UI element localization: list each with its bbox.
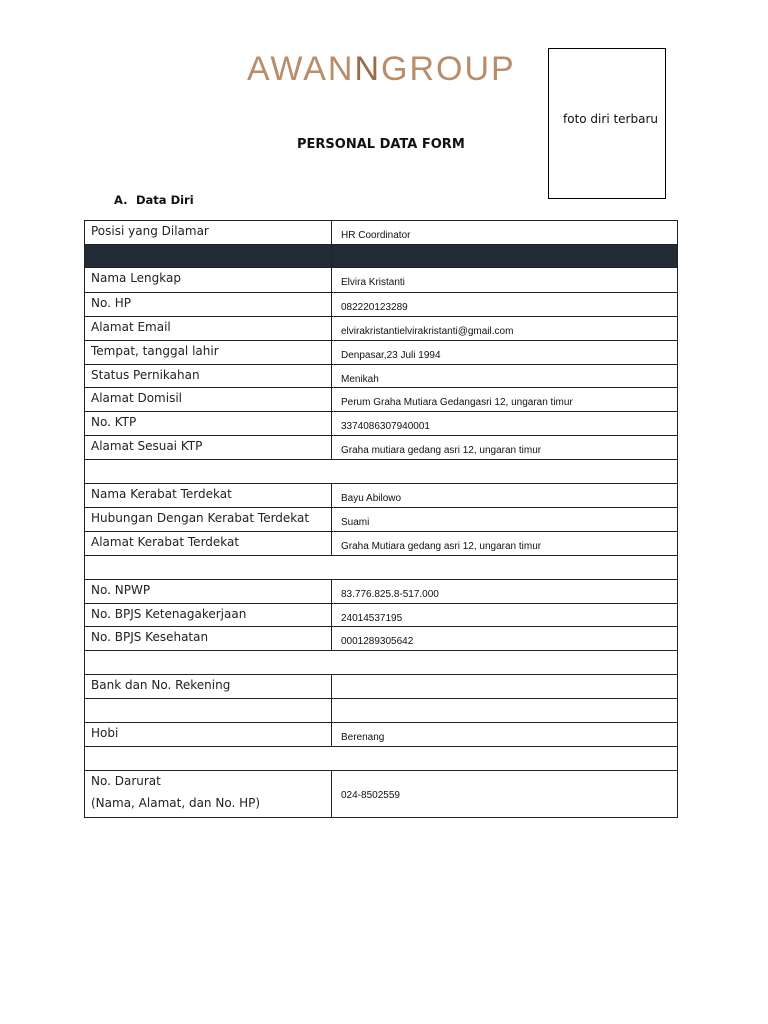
field-value-relative-address[interactable]: Graha Mutiara gedang asri 12, ungaran timur [332, 532, 678, 556]
field-value-domicile[interactable]: Perum Graha Mutiara Gedangasri 12, ungaran timur [332, 388, 678, 412]
field-label: Nama Lengkap [85, 268, 332, 293]
field-value-npwp[interactable]: 83.776.825.8-517.000 [332, 580, 678, 604]
empty-cell [85, 245, 332, 268]
table-row [85, 293, 678, 317]
field-label: Hobi [85, 723, 332, 747]
field-label: No. Darurat [91, 774, 161, 788]
field-label: Alamat Kerabat Terdekat [85, 532, 332, 556]
personal-data-table [84, 220, 678, 818]
field-value-marital-status[interactable]: Menikah [332, 365, 678, 388]
empty-cell [85, 556, 678, 580]
table-row-blank [85, 699, 678, 723]
table-row [85, 627, 678, 651]
field-value-ktp-address[interactable]: Graha mutiara gedang asri 12, ungaran timur [332, 436, 678, 460]
table-row [85, 341, 678, 365]
field-label: Tempat, tanggal lahir [85, 341, 332, 365]
table-row [85, 723, 678, 747]
field-value-ktp[interactable]: 3374086307940001 [332, 412, 678, 436]
table-row [85, 317, 678, 341]
field-label: Alamat Domisil [85, 388, 332, 412]
field-label: Posisi yang Dilamar [85, 221, 332, 245]
empty-cell [85, 699, 332, 723]
field-value-relative-name[interactable]: Bayu Abilowo [332, 484, 678, 508]
field-value-relationship[interactable]: Suami [332, 508, 678, 532]
field-label: No. NPWP [85, 580, 332, 604]
field-value-bank-account[interactable] [332, 675, 678, 699]
company-logo [247, 50, 516, 89]
field-value-birth[interactable]: Denpasar,23 Juli 1994 [332, 341, 678, 365]
table-row [85, 436, 678, 460]
table-row [85, 365, 678, 388]
table-row [85, 771, 678, 818]
photo-placeholder-label: foto diri terbaru [563, 112, 658, 126]
form-title: PERSONAL DATA FORM [297, 137, 465, 152]
table-row-separator [85, 651, 678, 675]
field-value-emergency[interactable]: 024-8502559 [332, 771, 678, 818]
field-label: No. BPJS Ketenagakerjaan [85, 604, 332, 627]
table-row [85, 675, 678, 699]
table-row [85, 412, 678, 436]
field-label: No. KTP [85, 412, 332, 436]
field-label: Status Pernikahan [85, 365, 332, 388]
field-label: Bank dan No. Rekening [85, 675, 332, 699]
field-value-position[interactable]: HR Coordinator [332, 221, 678, 245]
field-value-phone[interactable]: 082220123289 [332, 293, 678, 317]
field-label: No. BPJS Kesehatan [85, 627, 332, 651]
field-label: Alamat Email [85, 317, 332, 341]
table-row [85, 508, 678, 532]
empty-cell [85, 651, 678, 675]
section-title: Data Diri [136, 193, 194, 207]
field-value-full-name[interactable]: Elvira Kristanti [332, 268, 678, 293]
logo-text-group: GROUP [381, 50, 516, 88]
table-row-separator-dark [85, 245, 678, 268]
table-row [85, 268, 678, 293]
field-label-sub: (Nama, Alamat, dan No. HP) [91, 796, 261, 810]
empty-cell [332, 699, 678, 723]
table-row [85, 484, 678, 508]
table-row [85, 604, 678, 627]
field-label: Nama Kerabat Terdekat [85, 484, 332, 508]
table-row [85, 580, 678, 604]
logo-text-awan: AWAN [247, 50, 355, 88]
section-number: A. [114, 193, 128, 207]
field-label-emergency [85, 771, 332, 818]
field-value-bpjs-employment[interactable]: 24014537195 [332, 604, 678, 627]
field-value-bpjs-health[interactable]: 0001289305642 [332, 627, 678, 651]
table-row-separator [85, 747, 678, 771]
field-label: No. HP [85, 293, 332, 317]
field-value-email[interactable]: elvirakristantielvirakristanti@gmail.com [332, 317, 678, 341]
table-row [85, 532, 678, 556]
section-heading [114, 193, 194, 207]
empty-cell [85, 460, 678, 484]
empty-cell [85, 747, 678, 771]
empty-cell [332, 245, 678, 268]
field-label: Hubungan Dengan Kerabat Terdekat [85, 508, 332, 532]
logo-text-n: N [354, 50, 382, 88]
table-row [85, 221, 678, 245]
table-row-separator [85, 556, 678, 580]
field-value-hobby[interactable]: Berenang [332, 723, 678, 747]
table-row [85, 388, 678, 412]
table-row-separator [85, 460, 678, 484]
field-label: Alamat Sesuai KTP [85, 436, 332, 460]
photo-placeholder-box[interactable] [548, 48, 666, 199]
